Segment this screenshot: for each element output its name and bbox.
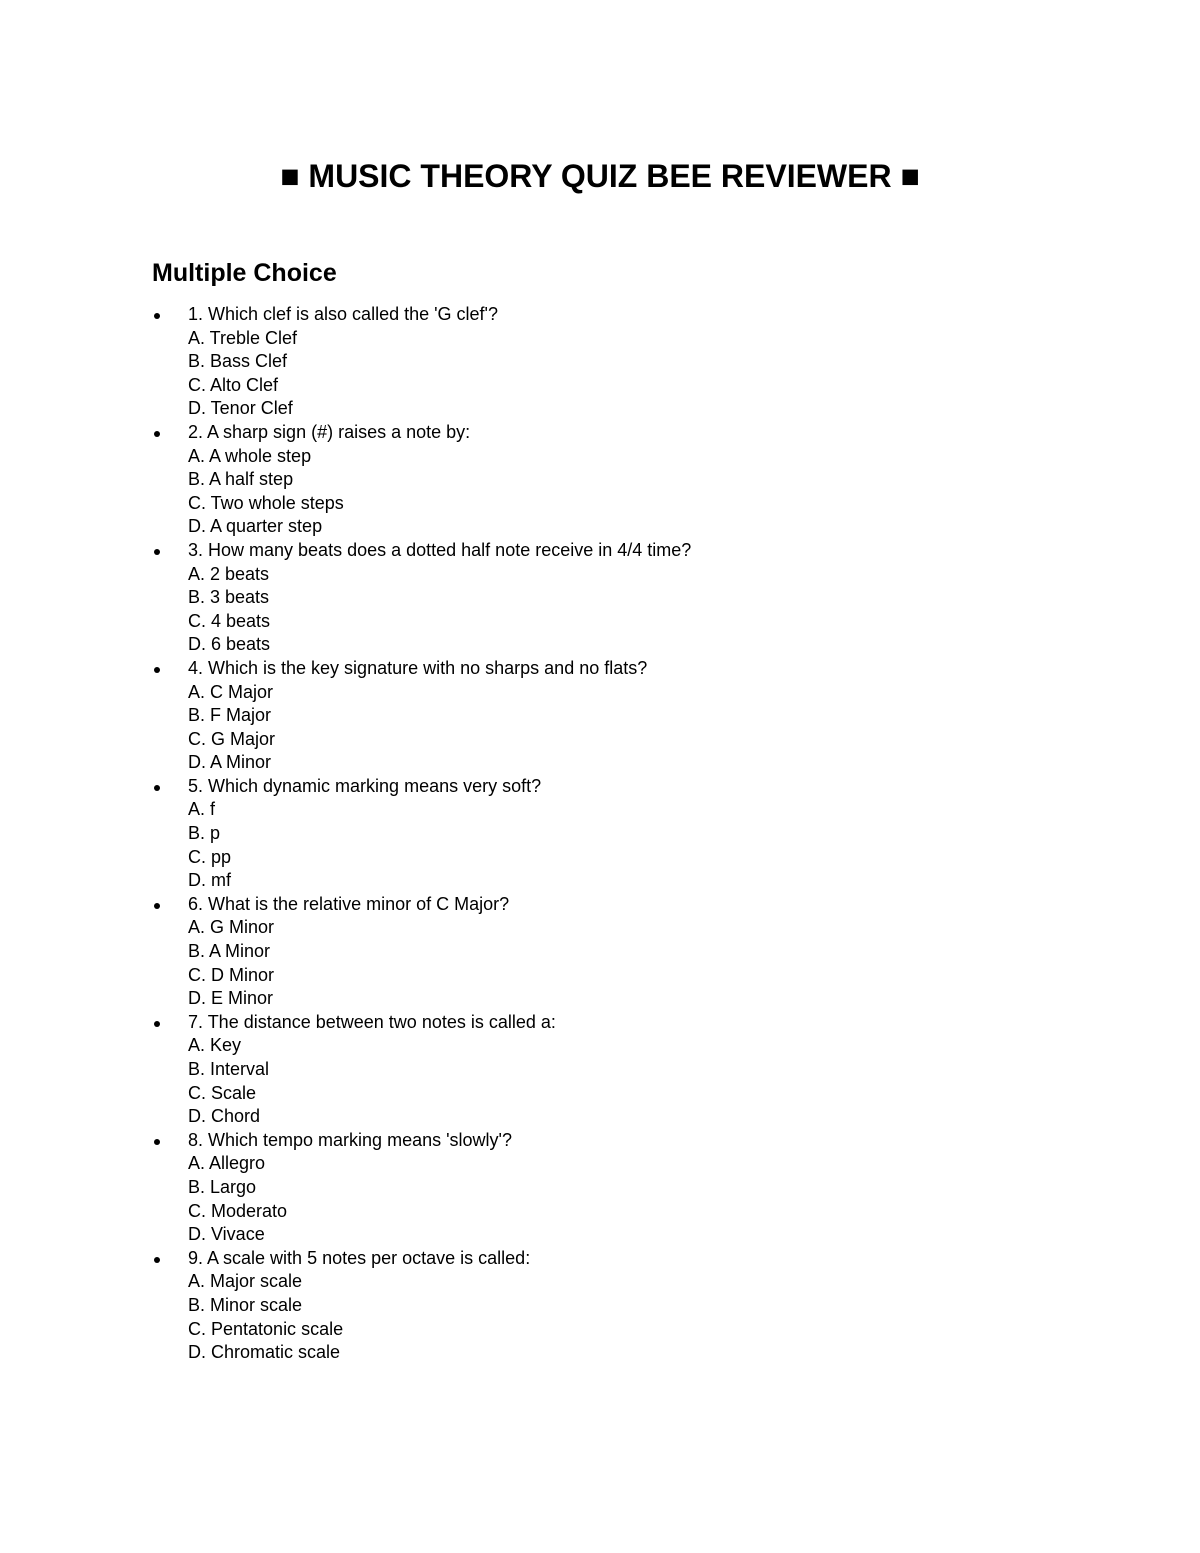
question-item xyxy=(150,1011,1050,1129)
answer-option: C. G Major xyxy=(188,728,276,749)
bullet-icon xyxy=(154,313,160,319)
question-item xyxy=(150,657,1050,775)
answer-option: D. Vivace xyxy=(188,1224,265,1245)
answer-option: D. Tenor Clef xyxy=(188,398,293,419)
answer-option: B. 3 beats xyxy=(188,587,270,608)
bullet-icon xyxy=(154,549,160,555)
answer-option: D. Chromatic scale xyxy=(188,1342,341,1363)
answer-option: C. 4 beats xyxy=(188,610,271,631)
answer-option: A. f xyxy=(188,799,216,820)
answer-option: D. mf xyxy=(188,870,231,891)
question-text: 4. Which is the key signature with no sharps and no flats? xyxy=(188,657,648,678)
bullet-icon xyxy=(154,1139,160,1145)
answer-option: A. G Minor xyxy=(188,917,275,938)
answer-option: D. Chord xyxy=(188,1106,261,1127)
answer-option: B. Minor scale xyxy=(188,1294,303,1315)
answer-option: A. Major scale xyxy=(188,1271,303,1292)
question-item xyxy=(150,1247,1050,1365)
answer-option: B. p xyxy=(188,823,221,844)
answer-option: C. Two whole steps xyxy=(188,492,344,513)
question-text: 5. Which dynamic marking means very soft? xyxy=(188,775,542,796)
bullet-icon xyxy=(154,431,160,437)
bullet-icon xyxy=(154,785,160,791)
page-title: ■ MUSIC THEORY QUIZ BEE REVIEWER ■ xyxy=(280,158,920,194)
answer-option: A. A whole step xyxy=(188,445,312,466)
answer-option: A. Allegro xyxy=(188,1153,266,1174)
question-text: 9. A scale with 5 notes per octave is called: xyxy=(188,1247,531,1268)
bullet-icon xyxy=(154,1257,160,1263)
answer-option: B. Largo xyxy=(188,1176,257,1197)
bullet-icon xyxy=(154,903,160,909)
question-list xyxy=(150,303,1050,1365)
answer-option: C. pp xyxy=(188,846,232,867)
answer-option: D. 6 beats xyxy=(188,634,271,655)
answer-option: C. Pentatonic scale xyxy=(188,1318,344,1339)
question-text: 3. How many beats does a dotted half note receive in 4/4 time? xyxy=(188,539,692,560)
question-text: 6. What is the relative minor of C Major? xyxy=(188,893,510,914)
section-heading: Multiple Choice xyxy=(152,259,337,287)
question-item xyxy=(150,539,1050,657)
question-text: 1. Which clef is also called the 'G clef'? xyxy=(188,304,499,324)
answer-option: C. Alto Clef xyxy=(188,374,279,395)
answer-option: D. E Minor xyxy=(188,988,274,1009)
answer-option: B. A half step xyxy=(188,469,294,490)
answer-option: A. Key xyxy=(188,1035,242,1056)
question-item xyxy=(150,775,1050,893)
question-item xyxy=(150,893,1050,1011)
question-item xyxy=(150,1129,1050,1247)
answer-option: C. D Minor xyxy=(188,964,275,985)
bullet-icon xyxy=(154,1021,160,1027)
answer-option: D. A Minor xyxy=(188,752,272,773)
question-item xyxy=(150,303,1050,421)
answer-option: B. Interval xyxy=(188,1059,270,1079)
question-text: 8. Which tempo marking means 'slowly'? xyxy=(188,1129,512,1150)
answer-option: C. Scale xyxy=(188,1082,257,1103)
answer-option: B. A Minor xyxy=(188,941,271,962)
question-item xyxy=(150,421,1050,539)
answer-option: C. Moderato xyxy=(188,1200,288,1221)
answer-option: D. A quarter step xyxy=(188,516,323,537)
bullet-icon xyxy=(154,667,160,673)
answer-option: A. C Major xyxy=(188,681,274,702)
answer-option: A. 2 beats xyxy=(188,563,270,584)
answer-option: B. F Major xyxy=(188,705,272,726)
question-text: 7. The distance between two notes is called a: xyxy=(188,1011,556,1032)
answer-option: B. Bass Clef xyxy=(188,351,288,372)
question-text: 2. A sharp sign (#) raises a note by: xyxy=(188,421,471,442)
answer-option: A. Treble Clef xyxy=(188,327,298,348)
